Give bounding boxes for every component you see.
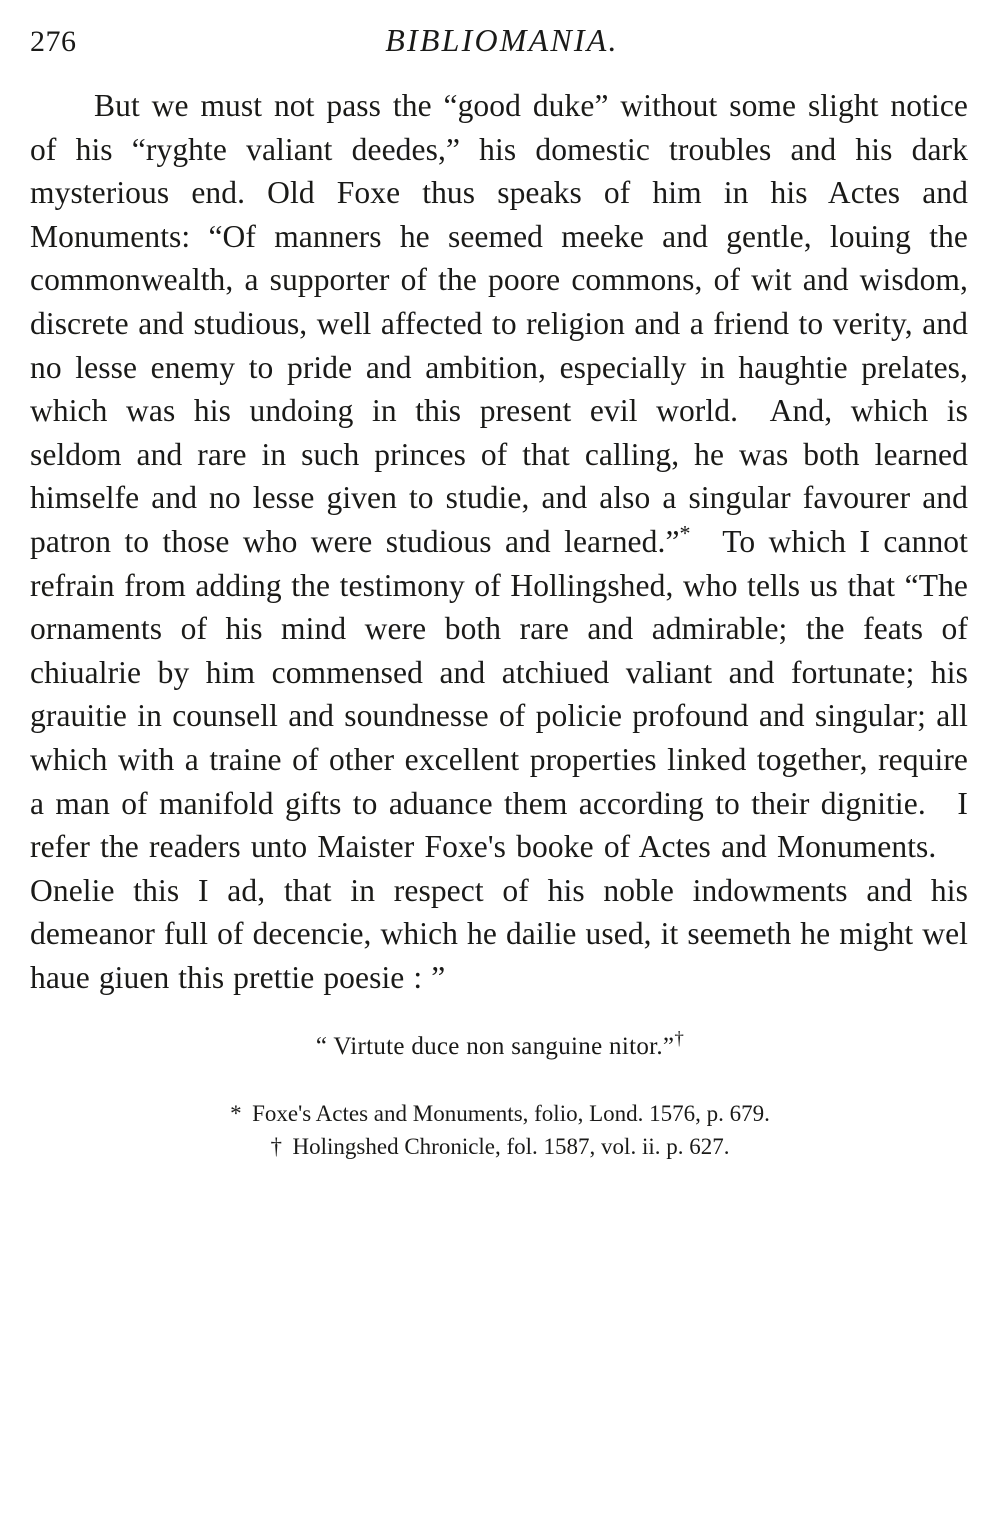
body-paragraph-part2: To which I cannot refrain from adding the testimony of Hollingshed, who tells us that “The ornaments of his mind were both rare and admirable; the feats of chiualrie by him commensed and atchiued valiant and fortunate; his grauitie in counsell and soundnesse of policie profound and singular; all which with a traine of other excellent properties linked together, require a man of manifold gifts to aduance them according to their dignitie. I refer the readers unto Maister Foxe's booke of Actes and Monuments. Onelie this I ad, that in respect of his noble indowments and his demeanor full of decencie, which he dailie used, it seemeth he might wel haue giuen this prettie poesie : ” — [30, 523, 968, 995]
quoted-verse — [26, 1029, 974, 1061]
footnote-item — [26, 1097, 974, 1130]
body-paragraph-part1: But we must not pass the “good duke” without some slight notice of his “ryghte valiant deedes,” his domestic troubles and his dark mysterious end. Old Foxe thus speaks of him in his Actes and Monuments: “Of manners he seemed meeke and gentle, louing the commonwealth, a supporter of the poore commons, of wit and wisdom, discrete and studious, well affected to religion and a friend to verity, and no lesse enemy to pride and ambition, especially in haughtie prelates, which was his undoing in this present evil world. And, which is seldom and rare in such princes of that calling, he was both learned himselfe and no lesse given to studie, and also a singular favourer and patron to those who were studious and learned.” — [30, 88, 968, 559]
footnote-item — [26, 1130, 974, 1163]
body-paragraph — [30, 84, 968, 999]
verse-text: “ Virtute duce non sanguine nitor.” — [315, 1033, 675, 1061]
running-head — [26, 22, 974, 74]
body-text — [26, 84, 974, 999]
footnote-mark: † — [270, 1134, 283, 1160]
footnotes — [26, 1097, 974, 1163]
footnote-ref-dagger: † — [674, 1029, 685, 1051]
footnote-text: Foxe's Actes and Monuments, folio, Lond. 1576, p. 679. — [252, 1101, 770, 1127]
page-number: 276 — [30, 25, 77, 58]
footnote-text: Holingshed Chronicle, fol. 1587, vol. ii. p. 627. — [292, 1134, 730, 1160]
footnote-mark: * — [230, 1101, 242, 1127]
footnote-ref-asterisk: * — [679, 520, 691, 546]
running-head-title: BIBLIOMANIA. — [385, 22, 619, 58]
